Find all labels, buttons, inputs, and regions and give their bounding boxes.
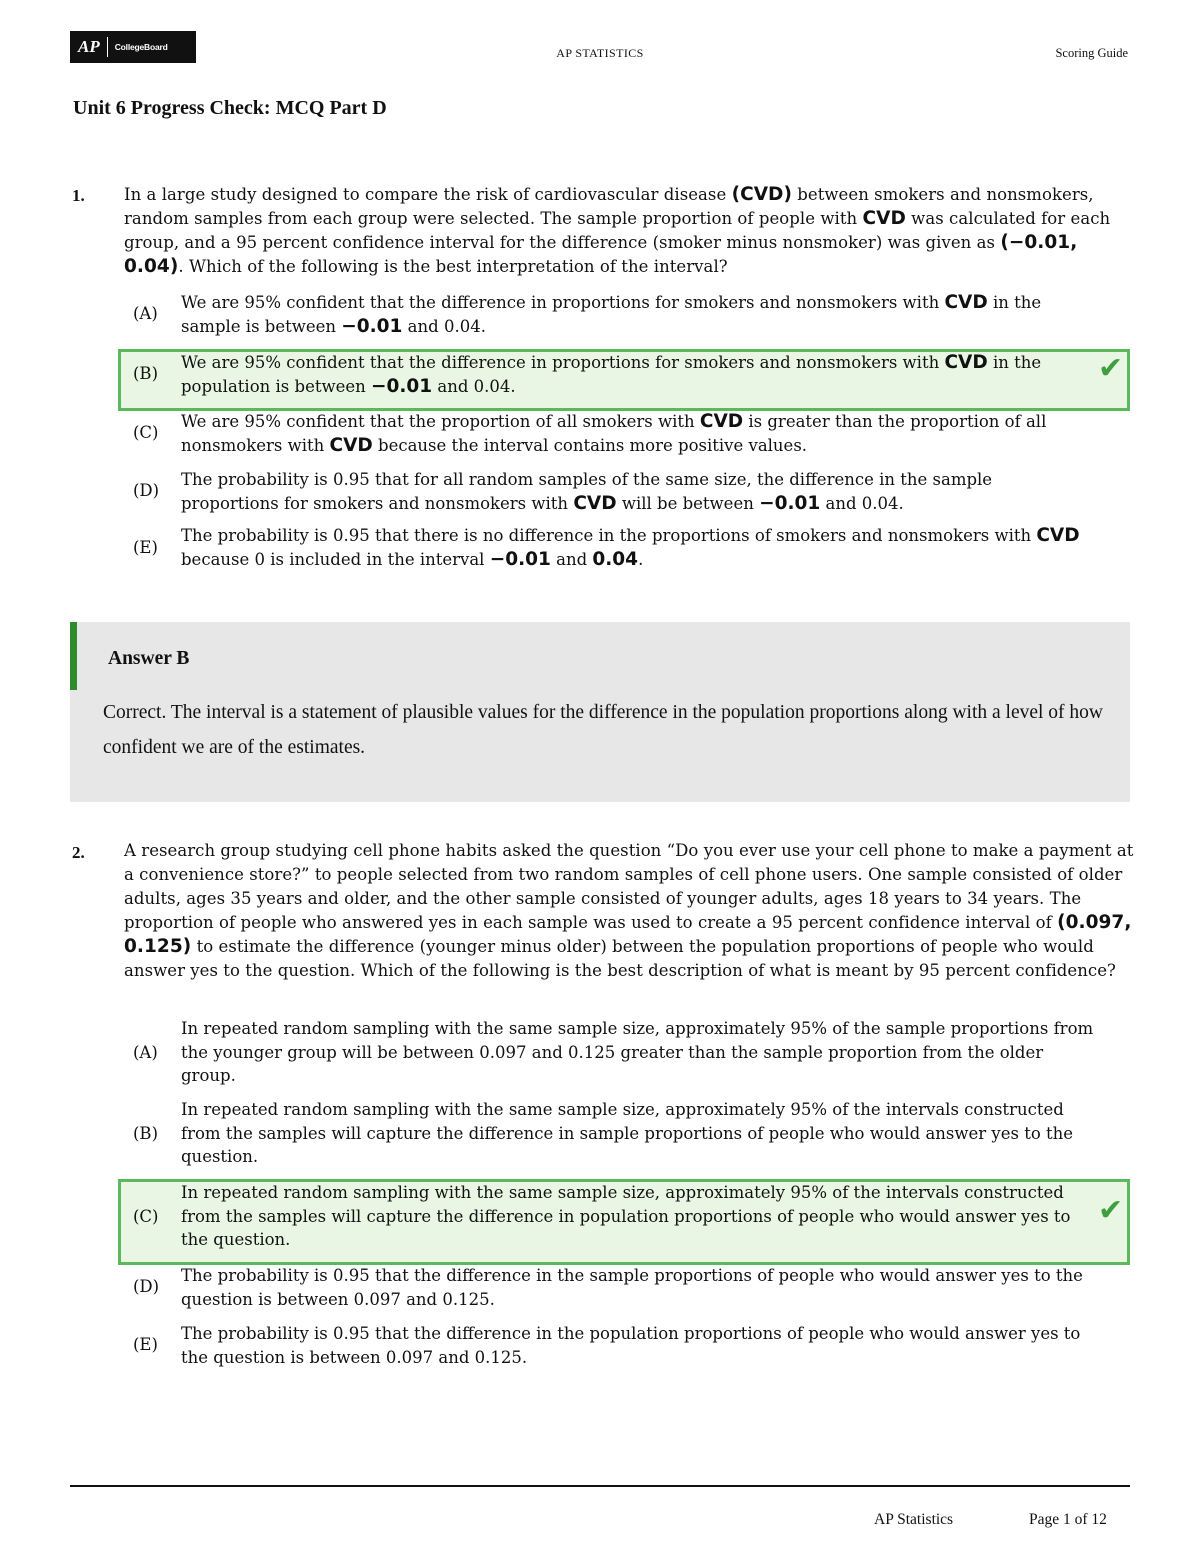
q1-option-e-text: The probability is 0.95 that there is no difference in the proportions of smokers and nonsmokers with CVD because 0 is included in the interval −0.01 and 0.04. [181,525,1080,570]
q2-option-c-text: In repeated random sampling with the same sample size, approximately 95% of the intervals constructed from the samples will capture the difference in population proportions of people who would answer yes to the question. [181,1183,1071,1249]
footer-page-number: Page 1 of 12 [1029,1511,1107,1528]
question-2-number: 2. [72,843,85,862]
answer-title: Answer B [108,648,190,669]
logo-ap-text: AP [78,37,100,56]
footer-divider [70,1485,1130,1487]
logo-brand-text: CollegeBoard [114,42,168,52]
q1-option-a-text: We are 95% confident that the difference in proportions for smokers and nonsmokers with CVD in the sample is between −0.01 and 0.04. [181,292,1042,337]
q2-option-d-letter: (D) [133,1277,160,1296]
q2-option-e-text: The probability is 0.95 that the difference in the population proportions of people who would answer yes to the question is between 0.097 and 0.125. [181,1324,1081,1367]
q1-option-d-text: The probability is 0.95 that for all random samples of the same size, the difference in the sample proportions for smokers and nonsmokers with CVD will be between −0.01 and 0.04. [181,470,993,514]
question-1-number: 1. [72,186,85,205]
q2-option-c-letter: (C) [133,1207,159,1226]
page-title: Unit 6 Progress Check: MCQ Part D [73,97,387,119]
q1-option-c-text: We are 95% confident that the proportion of all smokers with CVD is greater than the proportion of all nonsmokers with CVD because the interval contains more positive values. [181,411,1047,456]
header-subject: AP STATISTICS [556,46,644,60]
q1-option-a-letter: (A) [133,304,158,323]
question-1-stem: In a large study designed to compare the risk of cardiovascular disease (CVD) between smokers and nonsmokers, random samples from each group were selected. The sample proportion of people with CVD was calculated for each group, and a 95 percent confidence interval for the difference (smoker minus nonsmoker) was given as (−0.01, 0.04). Which of the following is the best interpretation of the interval? [124,184,1111,277]
q2-option-d-text: The probability is 0.95 that the difference in the sample proportions of people who would answer yes to the question is between 0.097 and 0.125. [181,1266,1083,1309]
q2-option-b-letter: (B) [133,1124,158,1143]
q1-option-b-text: We are 95% confident that the difference in proportions for smokers and nonsmokers with CVD in the population is between −0.01 and 0.04. [181,352,1042,397]
q2-option-e-letter: (E) [133,1335,158,1354]
q2-option-b-text: In repeated random sampling with the same sample size, approximately 95% of the intervals constructed from the samples will capture the difference in sample proportions of people who would answer yes to the question. [181,1100,1074,1166]
q2-correct-check-icon: ✔ [1098,1193,1124,1228]
question-2-stem: A research group studying cell phone habits asked the question “Do you ever use your cell phone to make a payment at a convenience store?” to people selected from two random samples of cell phone users. One sample consisted of older adults, ages 35 years and older, and the other sample consisted of younger adults, ages 18 years to 34 years. The proportion of people who answered yes in each sample was used to create a 95 percent confidence interval of (0.097, 0.125) to estimate the difference (younger minus older) between the population proportions of people who would answer yes to the question. Which of the following is the best description of what is meant by 95 percent confidence? [124,841,1134,980]
answer-explanation: Correct. The interval is a statement of plausible values for the difference in the population proportions along with a level of how confident we are of the estimates. [103,702,1103,758]
footer-course: AP Statistics [874,1511,954,1528]
answer-accent-bar [70,622,77,690]
q1-option-d-letter: (D) [133,481,160,500]
q2-option-a-letter: (A) [133,1043,158,1062]
q1-option-e-letter: (E) [133,538,158,557]
q1-option-c-letter: (C) [133,423,159,442]
q1-option-b-letter: (B) [133,364,158,383]
q1-correct-check-icon: ✔ [1098,351,1124,386]
header-guide-label: Scoring Guide [1055,46,1128,60]
q2-option-a-text: In repeated random sampling with the same sample size, approximately 95% of the sample proportions from the younger group will be between 0.097 and 0.125 greater than the sample proportion from the older group. [181,1019,1094,1085]
